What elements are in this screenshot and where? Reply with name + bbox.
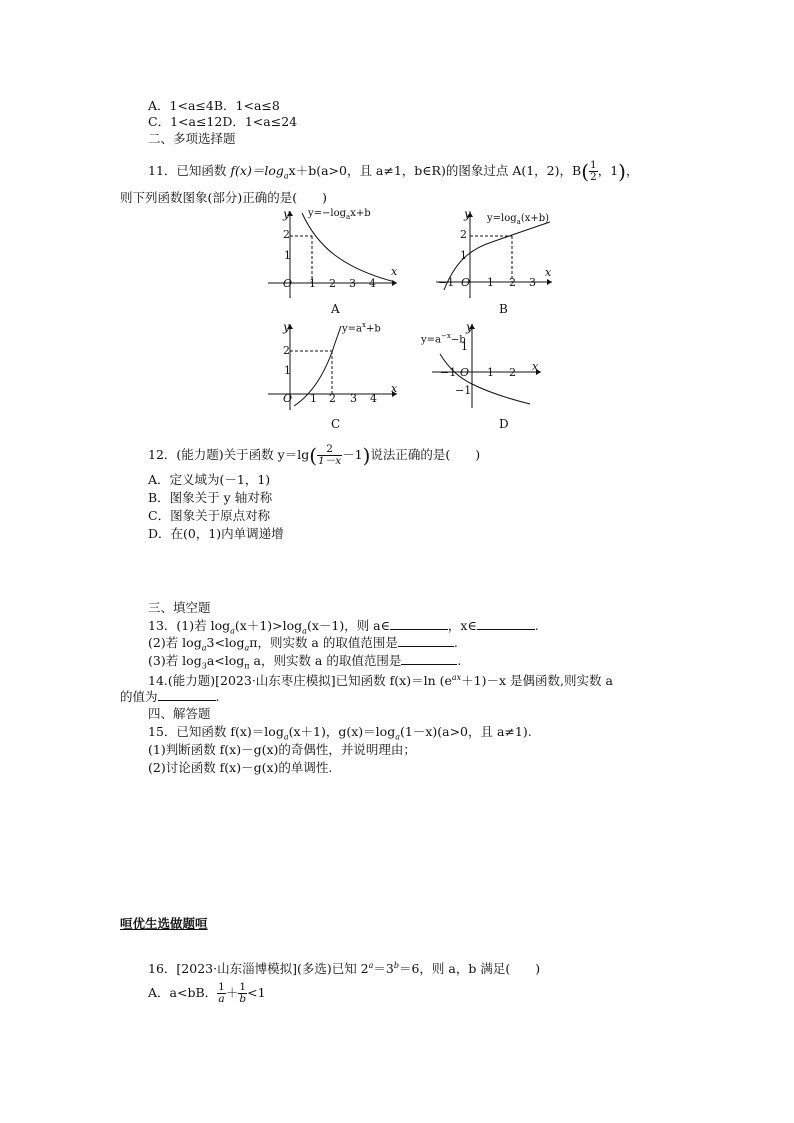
graph-a-ytick-1: 1 [284, 249, 291, 262]
graph-a-xtick-2: 2 [329, 277, 336, 290]
q15-part2: (2)讨论函数 f(x)－g(x)的单调性. [148, 760, 333, 775]
graph-c-yaxis: y [283, 320, 290, 334]
graph-c-curve-label: $y=a^x+b$ [342, 321, 381, 335]
graph-b-xtick-3: 3 [529, 276, 536, 289]
q15-stem: 15．已知函数 $f(x)=\log_a(x+1)$，$g(x)=\log_a(1-x)(a>0$，且 a≠1). [148, 724, 532, 742]
q10-option-ab: A．1<a≤4B．1<a≤8 [148, 98, 280, 113]
q14-stem: 14.(能力题)[2023·山东枣庄模拟]已知函数 f(x)＝ln $(e^{ax}+1)-x$ 是偶函数,则实数 a [148, 673, 613, 689]
graph-d-ytick-neg1: −1 [455, 384, 472, 397]
graph-a-curve-label: $y=-\log_ax+b$ [308, 208, 371, 221]
graph-d-yaxis: y [466, 320, 473, 334]
q14-stem-line2: 的值为 . [120, 689, 220, 704]
graph-a-yaxis: y [283, 207, 290, 221]
graph-b-label: B [499, 302, 508, 316]
q12-option-a: A．定义域为(－1，1) [148, 472, 271, 487]
graph-c-xaxis: x [391, 382, 398, 395]
graph-d-xtick-1: 1 [487, 366, 494, 379]
section-solution: 四、解答题 [148, 706, 211, 721]
q15-part1: (1)判断函数 f(x)－g(x)的奇偶性，并说明理由； [148, 742, 416, 757]
graph-c-origin: O [283, 392, 293, 405]
graph-d-label: D [499, 417, 509, 431]
graph-b-ytick-1: 1 [460, 249, 467, 262]
graph-a-xtick-3: 3 [349, 277, 356, 290]
q12-option-b: B．图象关于 y 轴对称 [148, 490, 273, 505]
graph-d-xaxis: x [532, 360, 539, 373]
graph-c-label: C [331, 417, 341, 431]
graph-d-xtick-neg1: −1 [440, 366, 457, 379]
q13-blank-3[interactable] [401, 652, 457, 665]
graph-c-ytick-1: 1 [284, 364, 291, 377]
graph-d-curve-label: $y=a^{-x}-b$ [421, 332, 466, 346]
graph-a-label: A [331, 302, 340, 316]
section-multiple-choice: 二、多项选择题 [148, 131, 236, 146]
graph-b-xtick-1: 1 [487, 276, 494, 289]
q11-stem-line2: 则下列函数图象(部分)正确的是( ) [120, 190, 328, 205]
q12-stem: 12．(能力题)关于函数 y＝lg( $\frac{2}{1-x}$ －1)说法正确的是( ) [148, 443, 481, 468]
section-fill-blank: 三、填空题 [148, 600, 211, 615]
graph-b-yaxis: y [464, 207, 471, 221]
graph-c-xtick-1: 1 [310, 392, 317, 405]
graph-a-xtick-4: 4 [369, 277, 376, 290]
graph-b-xaxis: x [545, 266, 552, 279]
graph-b-origin: O [461, 276, 471, 289]
graph-c-xtick-2: 2 [329, 392, 336, 405]
graph-a-ytick-2: 2 [283, 228, 290, 241]
q14-blank[interactable] [158, 688, 216, 701]
q10-option-cd: C．1<a≤12D．1<a≤24 [148, 114, 298, 129]
q13-part2: (2)若 $\log_a3<\log_a\pi$，则实数 a 的取值范围是 . [148, 635, 458, 653]
q13-blank-2[interactable] [398, 634, 454, 647]
graph-b-ytick-2: 2 [460, 228, 467, 241]
graph-b-xtick-neg1: −1 [438, 276, 455, 289]
graph-c-xtick-4: 4 [370, 392, 377, 405]
q11-stem: 11．已知函数 $f(x)=\log_ax+b(a>0$，且 a≠1，b∈R)的图象过点 A(1，2)，B( $\frac{1}{2}$ ，1)， [148, 159, 639, 184]
q13-blank-a[interactable] [390, 617, 448, 630]
graph-a-xaxis: x [391, 265, 398, 278]
q16-option-ab: A．a<bB． $\frac{1}{a}$ ＋ $\frac{1}{b}$ <1 [148, 981, 266, 1005]
optional-section-title: 咺优生选做题咺 [120, 916, 208, 931]
graph-a-xtick-1: 1 [309, 277, 316, 290]
graph-d-xtick-2: 2 [509, 366, 516, 379]
q16-stem: 16．[2023·山东淄博模拟](多选)已知 $2^a=3^b=6$，则 a，b 满足( ) [148, 961, 541, 977]
graph-c-xtick-3: 3 [350, 392, 357, 405]
q13-part1: 13．(1)若 $\log_a(x+1)>\log_a(x-1)$，则 a∈ ，x∈ . [148, 618, 539, 636]
graph-c-ytick-2: 2 [283, 344, 290, 357]
q13-part3: (3)若 $\log_3a<\log_\pi$ a，则实数 a 的取值范围是 . [148, 653, 462, 671]
q13-blank-x[interactable] [477, 617, 535, 630]
graph-d-ytick-1: 1 [461, 340, 468, 353]
graph-a-origin: O [283, 277, 293, 290]
graph-d-origin: O [460, 366, 470, 379]
graph-b-curve-label: $y=\log_a(x+b)$ [487, 213, 550, 226]
q12-option-d: D．在(0，1)内单调递增 [148, 526, 284, 541]
graph-b-xtick-2: 2 [509, 276, 516, 289]
q12-option-c: C．图象关于原点对称 [148, 508, 271, 523]
